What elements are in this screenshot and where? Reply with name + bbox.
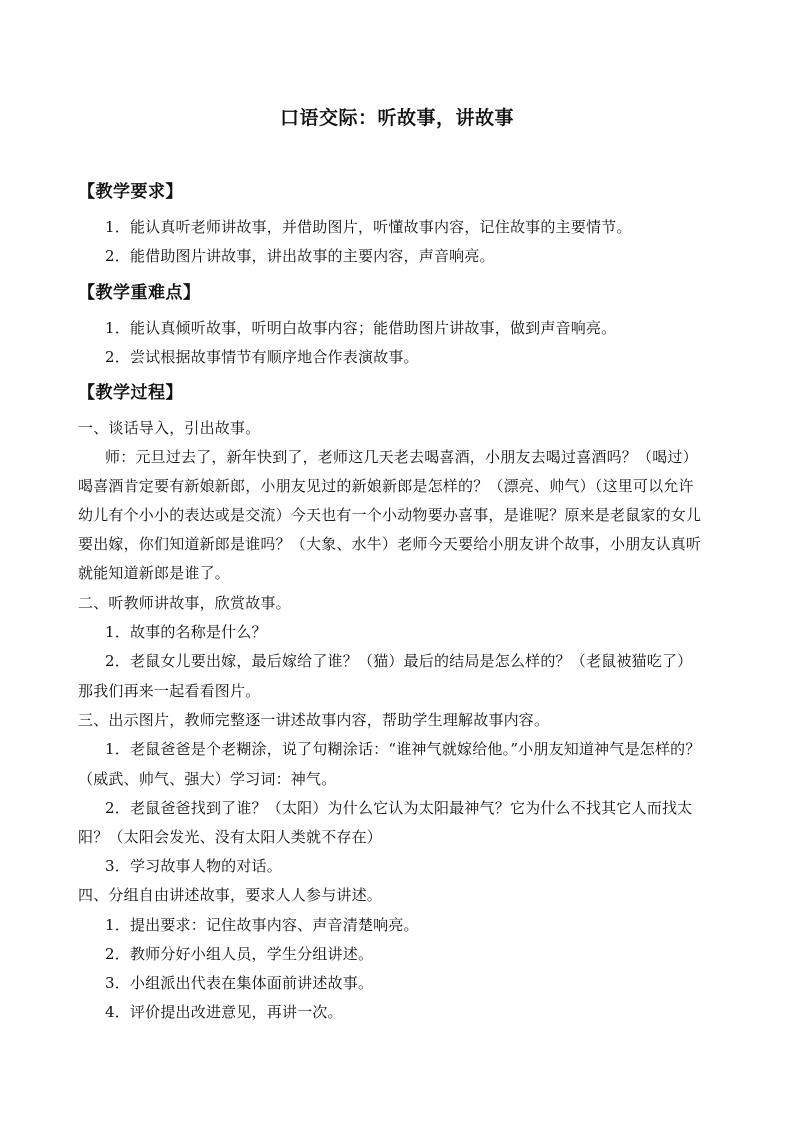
section-heading-process: 【教学过程】 [78, 383, 183, 403]
process-list-item-continued: 阳？（太阳会发光、没有太阳人类就不存在） [78, 828, 383, 846]
section-heading-requirements: 【教学要求】 [78, 182, 183, 202]
process-step-3-heading: 三、出示图片，教师完整逐一讲述故事内容，帮助学生理解故事内容。 [78, 711, 550, 729]
key-point-item-2: 2．尝试根据故事情节有顺序地合作表演故事。 [105, 348, 419, 366]
process-step-2-heading: 二、听教师讲故事，欣赏故事。 [78, 594, 291, 612]
key-point-item-1: 1．能认真倾听故事，听明白故事内容；能借助图片讲故事，做到声音响亮。 [105, 319, 617, 337]
section-heading-key-points: 【教学重难点】 [78, 283, 201, 303]
process-paragraph-line: 师：元旦过去了，新年快到了，老师这几天老去喝喜酒，小朋友去喝过喜酒吗？（喝过） [105, 448, 698, 466]
requirement-item-1: 1．能认真听老师讲故事，并借助图片，听懂故事内容，记住故事的主要情节。 [105, 218, 632, 236]
process-paragraph-line: 幼儿有个小小的表达或是交流）今天也有一个小动物要办喜事，是谁呢？原来是老鼠家的女儿 [78, 506, 702, 524]
process-step-4-heading: 四、分组自由讲述故事，要求人人参与讲述。 [78, 886, 383, 904]
process-list-item: 1．老鼠爸爸是个老糊涂，说了句糊涂话：“谁神气就嫁给他。”小朋友知道神气是怎样的？ [105, 740, 701, 758]
process-list-item: 4．评价提出改进意见，再讲一次。 [105, 1003, 343, 1021]
process-list-item-continued: 那我们再来一起看看图片。 [78, 682, 261, 700]
process-list-item: 1．提出要求：记住故事内容、声音清楚响亮。 [105, 916, 419, 934]
process-list-item: 1．故事的名称是什么？ [105, 623, 267, 641]
process-paragraph-line: 就能知道新郎是谁了。 [78, 564, 231, 582]
process-list-item: 2．老鼠爸爸找到了谁？（太阳）为什么它认为太阳最神气？它为什么不找其它人而找太 [105, 799, 693, 817]
process-paragraph-line: 要出嫁，你们知道新郎是谁吗？（大象、水牛）老师今天要给小朋友讲个故事，小朋友认真听 [78, 535, 702, 553]
process-list-item: 2．老鼠女儿要出嫁，最后嫁给了谁？（猫）最后的结局是怎么样的？（老鼠被猫吃了） [105, 652, 693, 670]
process-list-item: 3．小组派出代表在集体面前讲述故事。 [105, 974, 374, 992]
process-list-item: 2．教师分好小组人员，学生分组讲述。 [105, 945, 374, 963]
process-step-1-heading: 一、谈话导入，引出故事。 [78, 419, 261, 437]
process-paragraph-line: 喝喜酒肯定要有新娘新郎，小朋友见过的新娘新郎是怎样的？（漂亮、帅气）（这里可以允许 [78, 477, 694, 495]
process-list-item: 3．学习故事人物的对话。 [105, 857, 282, 875]
document-title: 口语交际：听故事，讲故事 [279, 107, 514, 129]
requirement-item-2: 2．能借助图片讲故事，讲出故事的主要内容，声音响亮。 [105, 247, 495, 265]
process-list-item-continued: （威武、帅气、强大）学习词：神气。 [78, 770, 337, 788]
